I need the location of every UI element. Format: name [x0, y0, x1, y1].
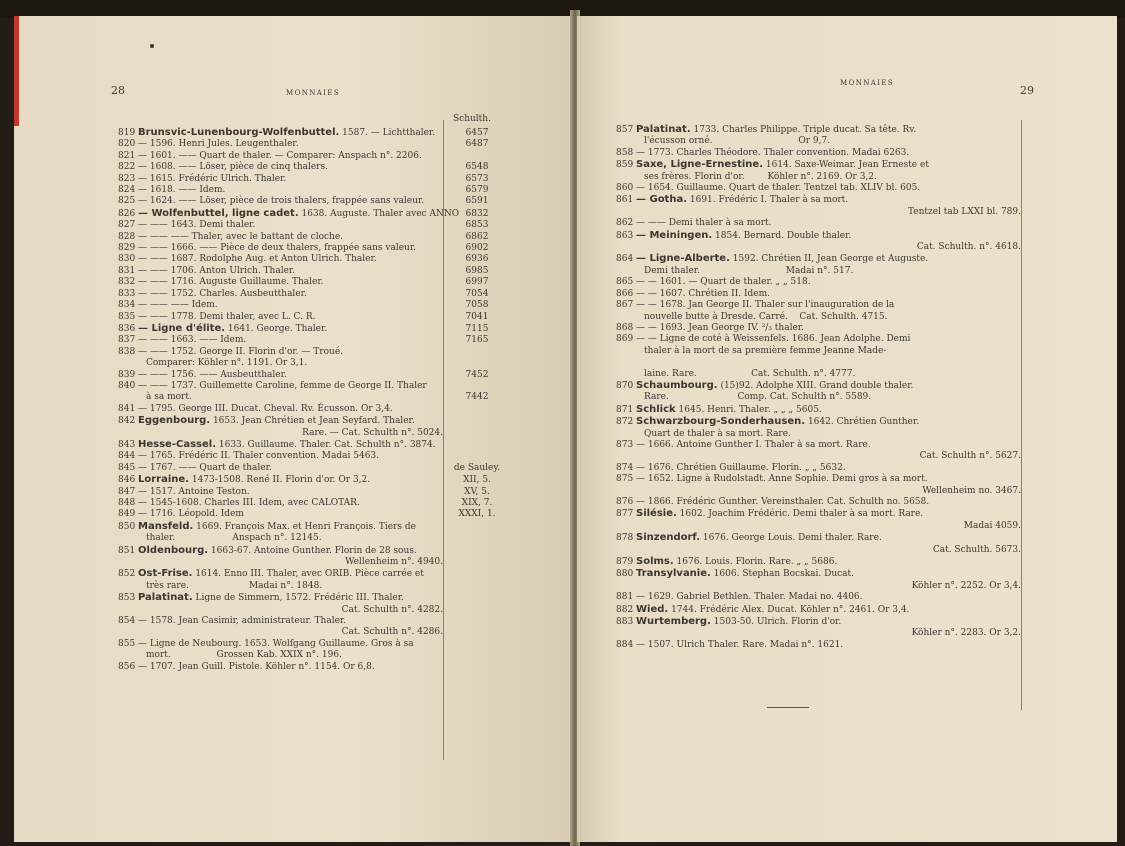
schulth-number: 6573: [465, 173, 489, 184]
catalog-entry: [616, 300, 1021, 323]
entry-reference: Madai 4059.: [963, 520, 1021, 531]
entry-text: Ligne de Simmern, 1572. Frédéric III. Thaler.: [192, 593, 404, 604]
catalog-entry: [616, 334, 1021, 357]
catalog-entry: [616, 616, 1021, 640]
ink-speck: [150, 44, 154, 48]
entry-heading: — Ligne d'élite.: [138, 322, 226, 334]
catalog-entry: [616, 124, 1021, 148]
schulth-number: XXXI, 1.: [458, 509, 496, 520]
catalog-entry: [118, 545, 558, 569]
entry-reference: Cat. Schulth n°. 4286.: [341, 627, 443, 638]
catalog-entry: [118, 568, 558, 592]
catalog-entry: [616, 404, 1021, 416]
catalog-entry: [616, 416, 1021, 440]
catalog-entry: [118, 498, 558, 509]
catalog-entry: [616, 323, 1021, 334]
entry-text: — —— —— Thaler, avec le battant de cloche.: [138, 231, 344, 242]
binding-tape: [14, 16, 19, 126]
catalog-entry: [118, 521, 558, 545]
entry-heading: Saxe, Ligne-Ernestine.: [636, 159, 763, 171]
entry-text: 1691. Frédéric I. Thaler à sa mort.: [687, 195, 849, 206]
entry-heading: Eggenbourg.: [138, 415, 211, 427]
entry-text: — 1866. Frédéric Gunther. Vereinsthaler. Cat. Schulth no. 5658.: [636, 497, 930, 507]
catalog-entry: [616, 568, 1021, 592]
entry-number: 869: [616, 334, 634, 345]
schulth-number: 6832: [465, 208, 489, 219]
entry-number: 864: [616, 254, 634, 265]
entry-text: — —— 1666. —— Pièce de deux thalers, frappée sans valeur.: [138, 243, 417, 254]
entry-continuation: ses frères. Florin d'or. Köhler n°. 2169. Or 3,2.: [644, 171, 877, 182]
entry-number: 866: [616, 288, 634, 299]
entry-number: 836: [118, 323, 136, 334]
entry-heading: Oldenbourg.: [138, 544, 209, 556]
entry-text: 1641. George. Thaler.: [225, 323, 328, 334]
schulth-number: 6862: [465, 231, 489, 242]
schulth-number: 7165: [465, 335, 489, 346]
catalog-entry: [118, 243, 558, 254]
entry-continuation: l'écusson orné. Or 9,7.: [644, 136, 831, 147]
entry-text: 1653. Jean Chrétien et Jean Seyfard. Thaler.: [210, 416, 415, 427]
catalog-entry: [616, 289, 1021, 300]
entry-number: 855: [118, 638, 136, 649]
schulth-number: XIX, 7.: [461, 498, 493, 508]
entry-number: 854: [118, 616, 136, 627]
entry-number: 879: [616, 557, 634, 568]
entry-text: 1744. Frédéric Alex. Ducat. Köhler n°. 2461. Or 3,4.: [668, 604, 910, 615]
right-page: [577, 16, 1117, 842]
entry-reference: Köhler n°. 2252. Or 3,4.: [911, 580, 1021, 591]
catalog-entry: [616, 194, 1021, 218]
entry-heading: Wied.: [636, 603, 669, 615]
entry-heading: Solms.: [636, 556, 674, 568]
catalog-entry: [616, 159, 1021, 183]
entry-number: 823: [118, 173, 136, 184]
entry-reference: Cat. Schulth n°. 5627.: [919, 451, 1021, 462]
entry-heading: Brunsvic-Lunenbourg-Wolfenbuttel.: [138, 127, 340, 138]
catalog-entry: [118, 616, 558, 639]
schulth-number: 7452: [465, 369, 489, 380]
entry-heading: Silésie.: [636, 508, 677, 520]
entry-reference: Tentzel tab LXXI bl. 789.: [907, 206, 1021, 217]
entry-number: 860: [616, 183, 634, 194]
entry-heading: Palatinat.: [636, 124, 691, 135]
schulth-number: 6548: [465, 162, 489, 173]
entry-text: — 1578. Jean Casimir, administrateur. Thaler.: [138, 616, 347, 627]
schulth-number: XV, 5.: [464, 486, 490, 497]
entry-text: — —— 1778. Demi thaler, avec L. C. R.: [138, 311, 316, 322]
schulth-number: de Sauley.: [453, 462, 501, 473]
column-rule: [1021, 120, 1022, 710]
entry-text: — 1608. —— Löser, pièce de cinq thalers.: [138, 162, 328, 173]
catalog-entry: [118, 639, 558, 662]
entry-text: 1676. George Louis. Demi thaler. Rare.: [700, 533, 882, 544]
catalog-entry: [616, 463, 1021, 474]
catalog-entry: [118, 439, 558, 451]
entry-text: — — 1693. Jean George IV. ²/₃ thaler.: [636, 322, 804, 333]
entry-number: 838: [118, 346, 136, 357]
catalog-entry: [616, 440, 1021, 463]
schulth-number: XII, 5.: [463, 475, 491, 486]
catalog-entry: [118, 254, 558, 265]
entry-number: 859: [616, 160, 634, 171]
entry-text: 1663-67. Antoine Gunther. Florin de 28 sous.: [208, 545, 417, 556]
entry-number: 850: [118, 521, 136, 532]
entry-list: [616, 124, 1021, 651]
catalog-entry: [616, 183, 1021, 194]
catalog-entry: [118, 277, 558, 288]
catalog-entry: [118, 127, 558, 139]
catalog-entry: [118, 208, 558, 220]
catalog-entry: [118, 174, 558, 185]
entry-continuation: Comparer: Köhler n°. 1191. Or 3,1.: [146, 358, 308, 369]
entry-text: 1602. Joachim Frédéric. Demi thaler à sa mort. Rare.: [676, 509, 924, 520]
entry-text: (15)92. Adolphe XIII. Grand double thaler.: [717, 380, 914, 391]
entry-text: — — 1678. Jan George II. Thaler sur l'inauguration de la: [636, 300, 895, 311]
entry-number: 880: [616, 569, 634, 580]
entry-text: 1503-50. Ulrich. Florin d'or.: [710, 617, 842, 628]
catalog-entry: [616, 230, 1021, 254]
entry-reference: Cat. Schulth. n°. 4618.: [916, 242, 1021, 253]
entry-heading: — Meiningen.: [636, 229, 713, 241]
schulth-number: 7058: [465, 300, 489, 311]
entry-text: 1614. Enno III. Thaler, avec ORIB. Pièce carrée et: [192, 569, 424, 580]
entry-number: 827: [118, 220, 136, 231]
entry-text: — 1676. Chrétien Guillaume. Florin. „ „ 5632.: [636, 462, 846, 473]
entry-heading: — Wolfenbuttel, ligne cadet.: [138, 207, 299, 219]
catalog-entry: [118, 487, 558, 498]
entry-number: 881: [616, 592, 634, 603]
entry-number: 831: [118, 265, 136, 276]
catalog-entry: [616, 604, 1021, 616]
entry-number: 857: [616, 125, 634, 135]
entry-number: 834: [118, 300, 136, 311]
entry-number: 824: [118, 185, 136, 196]
catalog-entry: [118, 312, 558, 323]
entry-number: 841: [118, 403, 136, 414]
entry-list: [118, 127, 558, 673]
catalog-entry: [118, 220, 558, 231]
left-page: [14, 16, 573, 842]
catalog-entry: [616, 218, 1021, 229]
entry-number: 849: [118, 509, 136, 520]
entry-continuation: thaler. Anspach n°. 12145.: [146, 533, 322, 544]
entry-text: — 1707. Jean Guill. Pistole. Köhler n°. 1154. Or 6,8.: [138, 661, 375, 672]
entry-text: — 1773. Charles Théodore. Thaler convention. Madai 6263.: [636, 147, 910, 158]
entry-text: — 1601. —— Quart de thaler. — Comparer: Anspach n°. 2206.: [138, 150, 422, 161]
catalog-entry: [118, 463, 558, 474]
running-head: MONNAIES: [840, 79, 895, 87]
entry-text: — 1618. —— Idem.: [138, 185, 226, 196]
schulth-number: 6591: [465, 196, 489, 207]
entry-text: — —— —— Idem.: [138, 300, 218, 311]
entry-text: — 1615. Frédéric Ulrich. Thaler.: [138, 173, 287, 184]
catalog-entry: [118, 509, 558, 520]
catalog-entry: [616, 253, 1021, 277]
entry-text: — Ligne de Neubourg. 1653. Wolfgang Guillaume. Gros à sa: [138, 638, 414, 649]
running-head: MONNAIES: [286, 89, 341, 97]
entry-number: 842: [118, 416, 136, 427]
entry-text: — 1507. Ulrich Thaler. Rare. Madai n°. 1621.: [636, 639, 844, 650]
entry-text: 1587. — Lichtthaler.: [339, 128, 436, 138]
entry-number: 863: [616, 230, 634, 241]
entry-number: 839: [118, 369, 136, 380]
catalog-entry: [118, 162, 558, 173]
end-rule: [767, 707, 809, 708]
entry-number: 830: [118, 254, 136, 265]
entry-number: 840: [118, 380, 136, 391]
entry-text: — 1629. Gabriel Bethlen. Thaler. Madai no. 4406.: [636, 592, 863, 603]
entry-text: 1733. Charles Philippe. Triple ducat. Sa tête. Rv.: [690, 125, 917, 135]
schulth-number: 6985: [465, 265, 489, 276]
catalog-entry: [118, 474, 558, 486]
entry-number: 872: [616, 417, 634, 428]
entry-heading: Mansfeld.: [138, 520, 194, 532]
entry-text: — —— 1737. Guillemette Caroline, femme de George II. Thaler: [138, 380, 427, 391]
entry-reference: Rare. — Cat. Schulth n°. 5024.: [302, 427, 443, 438]
catalog-entry: [118, 335, 558, 346]
entry-text: — 1545-1608. Charles III. Idem, avec CALOTAR.: [138, 498, 360, 508]
entry-number: 853: [118, 593, 136, 604]
entry-number: 873: [616, 439, 634, 450]
entry-continuation: Quart de thaler à sa mort. Rare.: [644, 428, 791, 439]
catalog-entry: [118, 196, 558, 207]
entry-number: 845: [118, 462, 136, 473]
entry-heading: Transylvanie.: [636, 568, 711, 580]
entry-text: — 1652. Ligne à Rudolstadt. Anne Sophie. Demi gros à sa mort.: [636, 474, 928, 485]
entry-reference: Wellenheim no. 3467.: [922, 485, 1021, 496]
schulth-number: 6936: [465, 254, 489, 265]
entry-number: 833: [118, 288, 136, 299]
entry-number: 884: [616, 639, 634, 650]
entry-continuation: laine. Rare. Cat. Schulth. n°. 4777.: [644, 368, 856, 379]
entry-number: 878: [616, 533, 634, 544]
entry-number: 843: [118, 439, 136, 450]
catalog-entry: [118, 289, 558, 300]
entry-number: 876: [616, 497, 634, 507]
schulth-number: 7054: [465, 288, 489, 299]
entry-text: — 1795. George III. Ducat. Cheval. Rv. Écusson. Or 3,4.: [138, 403, 393, 414]
entry-number: 825: [118, 196, 136, 207]
entry-number: 862: [616, 218, 634, 229]
entry-heading: Sinzendorf.: [636, 532, 701, 544]
entry-heading: — Ligne-Alberte.: [636, 253, 730, 265]
entry-number: 837: [118, 335, 136, 346]
entry-text: — —— Demi thaler à sa mort.: [636, 218, 772, 229]
entry-text: — — Ligne de coté à Weissenfels. 1686. Jean Adolphe. Demi: [636, 334, 911, 345]
entry-continuation: thaler à la mort de sa première femme Jeanne Made-: [644, 345, 887, 356]
catalog-entry: [118, 232, 558, 243]
entry-text: — —— 1756. —— Ausbeutthaler.: [138, 369, 287, 380]
entry-text: — —— 1663. —— Idem.: [138, 335, 247, 346]
entry-number: 882: [616, 604, 634, 615]
entry-text: — 1666. Antoine Gunther I. Thaler à sa mort. Rare.: [636, 439, 871, 450]
entry-heading: — Gotha.: [636, 194, 688, 206]
entry-text: 1854. Bernard. Double thaler.: [712, 230, 852, 241]
entry-text: 1592. Chrétien II, Jean George et Auguste.: [729, 254, 929, 265]
catalog-entry: [118, 451, 558, 462]
schulth-number: 6902: [465, 243, 489, 254]
catalog-entry: [118, 266, 558, 277]
catalog-entry: [118, 300, 558, 311]
catalog-entry: [118, 592, 558, 616]
entry-text: — —— 1752. George II. Florin d'or. — Troué.: [138, 346, 344, 357]
entry-text: 1645. Henri. Thaler. „ „ „ 5605.: [675, 404, 822, 415]
catalog-entry: [616, 148, 1021, 159]
entry-heading: Schaumbourg.: [636, 379, 718, 391]
entry-number: 874: [616, 462, 634, 473]
entry-number: 844: [118, 451, 136, 462]
catalog-entry: [616, 592, 1021, 603]
entry-number: 828: [118, 231, 136, 242]
catalog-entry: [118, 185, 558, 196]
entry-number: 821: [118, 150, 136, 161]
entry-text: — 1765. Frédéric II. Thaler convention. Madai 5463.: [138, 451, 380, 462]
entry-number: 861: [616, 195, 634, 206]
entry-text: — 1596. Henri Jules. Leugenthaler.: [138, 139, 299, 150]
schulth-number: 6579: [465, 185, 489, 196]
schulth-number: 6997: [465, 277, 489, 288]
entry-text: — —— 1643. Demi thaler.: [138, 220, 256, 231]
entry-number: 871: [616, 404, 634, 415]
entry-text: — —— 1687. Rodolphe Aug. et Anton Ulrich. Thaler.: [138, 254, 377, 265]
entry-text: — — 1607. Chrétien II. Idem.: [636, 288, 771, 299]
entry-number: 867: [616, 300, 634, 311]
entry-heading: Lorraine.: [138, 474, 189, 486]
catalog-entry: [118, 151, 558, 162]
catalog-entry: [118, 662, 558, 673]
entry-text: — —— 1752. Charles. Ausbeutthaler.: [138, 288, 307, 299]
entry-continuation: Demi thaler. Madai n°. 517.: [644, 265, 854, 276]
entry-text: 1669. François Max. et Henri François. Tiers de: [193, 521, 416, 532]
entry-text: — 1767. —— Quart de thaler.: [138, 462, 272, 473]
schulth-column-head: Schulth.: [453, 114, 491, 124]
entry-text: — —— 1706. Anton Ulrich. Thaler.: [138, 265, 296, 276]
entry-number: 829: [118, 243, 136, 254]
schulth-number: 6487: [465, 139, 489, 150]
catalog-entry: [616, 357, 1021, 380]
catalog-entry: [118, 381, 558, 404]
entry-continuation: très rare. Madai n°. 1848.: [146, 580, 323, 591]
entry-number: 856: [118, 661, 136, 672]
entry-number: 852: [118, 569, 136, 580]
catalog-entry: [616, 640, 1021, 651]
entry-text: — 1654. Guillaume. Quart de thaler. Tentzel tab. XLIV bl. 605.: [636, 183, 921, 194]
entry-number: 870: [616, 380, 634, 391]
schulth-number: 7442: [465, 392, 489, 403]
entry-heading: Schlick: [636, 403, 676, 415]
entry-text: — — 1601. — Quart de thaler. „ „ 518.: [636, 277, 811, 288]
entry-number: 858: [616, 147, 634, 158]
catalog-entry: [118, 404, 558, 415]
page-number: 29: [1020, 84, 1034, 97]
entry-number: 832: [118, 277, 136, 288]
entry-heading: Hesse-Cassel.: [138, 438, 216, 450]
entry-heading: Ost-Frise.: [138, 568, 193, 580]
entry-number: 868: [616, 322, 634, 333]
entry-heading: Palatinat.: [138, 592, 193, 604]
catalog-entry: [118, 323, 558, 335]
entry-number: 847: [118, 486, 136, 497]
entry-heading: Schwarzbourg-Sonderhausen.: [636, 416, 806, 428]
entry-reference: Cat. Schulth n°. 4282.: [341, 604, 443, 615]
entry-number: 826: [118, 208, 136, 219]
entry-number: 848: [118, 498, 136, 508]
entry-number: 865: [616, 277, 634, 288]
catalog-entry: [616, 474, 1021, 497]
entry-number: 822: [118, 162, 136, 173]
schulth-number: 6457: [465, 128, 489, 138]
entry-continuation: à sa mort.: [146, 392, 192, 403]
catalog-entry: [118, 370, 558, 381]
entry-number: 883: [616, 617, 634, 628]
page-number: 28: [111, 84, 125, 97]
entry-text: 1473-1508. René II. Florin d'or. Or 3,2.: [188, 475, 371, 486]
entry-text: — 1517. Antoine Teston.: [138, 486, 250, 497]
entry-number: 835: [118, 311, 136, 322]
catalog-entry: [616, 497, 1021, 508]
entry-number: 851: [118, 545, 136, 556]
entry-text: 1606. Stephan Bocskai. Ducat.: [710, 569, 855, 580]
entry-text: — 1716. Léopold. Idem: [138, 509, 244, 520]
entry-text: 1614. Saxe-Weimar. Jean Erneste et: [763, 160, 929, 171]
catalog-entry: [616, 508, 1021, 532]
catalog-entry: [616, 277, 1021, 288]
catalog-entry: [616, 380, 1021, 404]
entry-reference: Cat. Schulth. 5673.: [932, 544, 1021, 555]
entry-number: 820: [118, 139, 136, 150]
entry-continuation: nouvelle butte à Dresde. Carré. Cat. Schulth. 4715.: [644, 311, 888, 322]
entry-number: 877: [616, 509, 634, 520]
schulth-number: 7041: [465, 311, 489, 322]
catalog-entry: [616, 556, 1021, 568]
catalog-entry: [616, 532, 1021, 556]
entry-text: 1638. Auguste. Thaler avec ANNO: [298, 208, 460, 219]
catalog-entry: [118, 139, 558, 150]
entry-text: 1642. Chrétien Gunther.: [805, 417, 920, 428]
entry-number: 875: [616, 474, 634, 485]
entry-reference: Wellenheim n°. 4940.: [345, 557, 443, 568]
entry-reference: Köhler n°. 2283. Or 3,2.: [911, 628, 1021, 639]
entry-continuation: mort. Grossen Kab. XXIX n°. 196.: [146, 650, 342, 661]
entry-heading: Wurtemberg.: [636, 616, 711, 628]
entry-number: 846: [118, 475, 136, 486]
entry-text: — 1624. —— Löser, pièce de trois thalers, frappée sans valeur.: [138, 196, 425, 207]
schulth-number: 7115: [465, 323, 489, 334]
catalog-entry: [118, 347, 558, 370]
entry-text: 1633. Guillaume. Thaler. Cat. Schulth n°. 3874.: [216, 439, 436, 450]
entry-number: 819: [118, 128, 136, 138]
schulth-number: 6853: [465, 220, 489, 231]
entry-text: 1676. Louis. Florin. Rare. „ „ 5686.: [673, 557, 838, 568]
entry-text: — —— 1716. Auguste Guillaume. Thaler.: [138, 277, 324, 288]
catalog-entry: [118, 415, 558, 439]
entry-continuation: Rare. Comp. Cat. Schulth n°. 5589.: [644, 392, 872, 403]
